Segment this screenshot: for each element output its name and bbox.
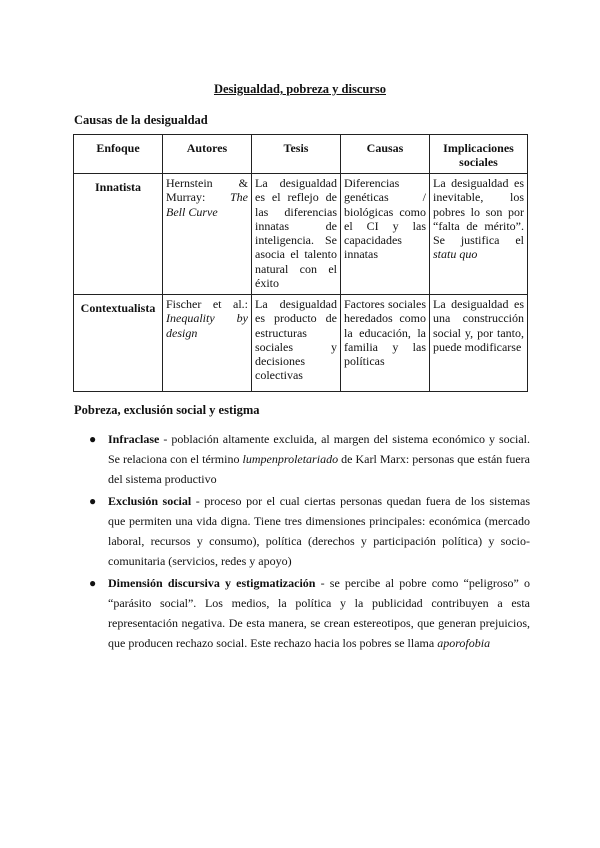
- header-enfoque: Enfoque: [74, 135, 163, 174]
- table-row: [74, 174, 528, 295]
- list-item-text: - se percibe al pobre como “peligroso” o “parásito social”. Los medios, la política y la publicidad contribuyen a esta representación negativa. De esta manera, se crean estereotipos, que generan prejuicios, que producen rechazo social. Este rechazo hacia los pobres se llama: [108, 576, 530, 650]
- list-item-text-end: de Karl Marx: personas que están fuera del sistema productivo: [108, 452, 530, 486]
- implicaciones-text: La desigualdad es una construcción social y, por tanto, puede modificarse: [433, 297, 524, 354]
- cell-enfoque: Contextualista: [74, 295, 163, 392]
- inequality-table: [73, 134, 528, 392]
- autores-text: Fischer et al.:: [166, 297, 248, 311]
- implicaciones-text: La desigualdad es inevitable, los pobres lo son por “falta de mérito”. Se justifica el: [433, 176, 524, 248]
- autores-work-title: Inequality by design: [166, 311, 248, 340]
- implicaciones-italic: statu quo: [433, 247, 478, 262]
- document-title: Desigualdad, pobreza y discurso: [213, 82, 386, 96]
- list-item-text: - proceso por el cual ciertas personas quedan fuera de los sistemas que permiten una vida digna. Tiene tres dimensiones principales: económica (mercado laboral, recursos y consumo), política (derechos y participación política) y socio-comunitaria (servicios, redes y apoyo): [108, 494, 530, 568]
- cell-causas: Diferencias genéticas / biológicas como el CI y las capacidades innatas: [341, 174, 430, 295]
- bullet-icon: ●: [89, 576, 97, 590]
- list-item-term: Exclusión social: [108, 494, 192, 508]
- cell-autores: [163, 174, 252, 295]
- cell-tesis: La desigualdad es producto de estructuras sociales y decisiones colectivas: [252, 295, 341, 392]
- list-item-term: Dimensión discursiva y estigmatización: [108, 576, 316, 590]
- cell-enfoque: Innatista: [74, 174, 163, 295]
- cell-causas: Factores sociales heredados como la educación, la familia y las políticas: [341, 295, 430, 392]
- cell-tesis: La desigualdad es el reflejo de las diferencias innatas de inteligencia. Se asocia el talento natural con el éxito: [252, 174, 341, 295]
- list-item: [74, 429, 530, 489]
- cell-implicaciones: [430, 174, 528, 295]
- header-implicaciones: Implicaciones sociales: [430, 135, 528, 174]
- autores-text: Hernstein & Murray:: [166, 176, 248, 205]
- bullet-icon: ●: [89, 432, 97, 446]
- bullet-icon: ●: [89, 494, 97, 508]
- section-heading-pobreza: Pobreza, exclusión social y estigma: [74, 403, 260, 417]
- section-heading-causas: Causas de la desigualdad: [74, 113, 208, 127]
- header-causas: Causas: [341, 135, 430, 174]
- table-row: [74, 295, 528, 392]
- table-header-row: [74, 135, 528, 174]
- cell-implicaciones: [430, 295, 528, 392]
- concept-list: [74, 429, 530, 655]
- list-item-text: - población altamente excluida, al margen del sistema económico y social. Se relaciona con el término: [108, 432, 530, 466]
- header-tesis: Tesis: [252, 135, 341, 174]
- autores-work-title: The Bell Curve: [166, 190, 248, 219]
- list-item: [74, 491, 530, 571]
- list-item-italic: lumpenproletariado: [242, 452, 339, 466]
- list-item: [74, 573, 530, 653]
- list-item-italic: aporofobia: [437, 636, 491, 650]
- header-autores: Autores: [163, 135, 252, 174]
- list-item-term: Infraclase: [108, 432, 160, 446]
- cell-autores: [163, 295, 252, 392]
